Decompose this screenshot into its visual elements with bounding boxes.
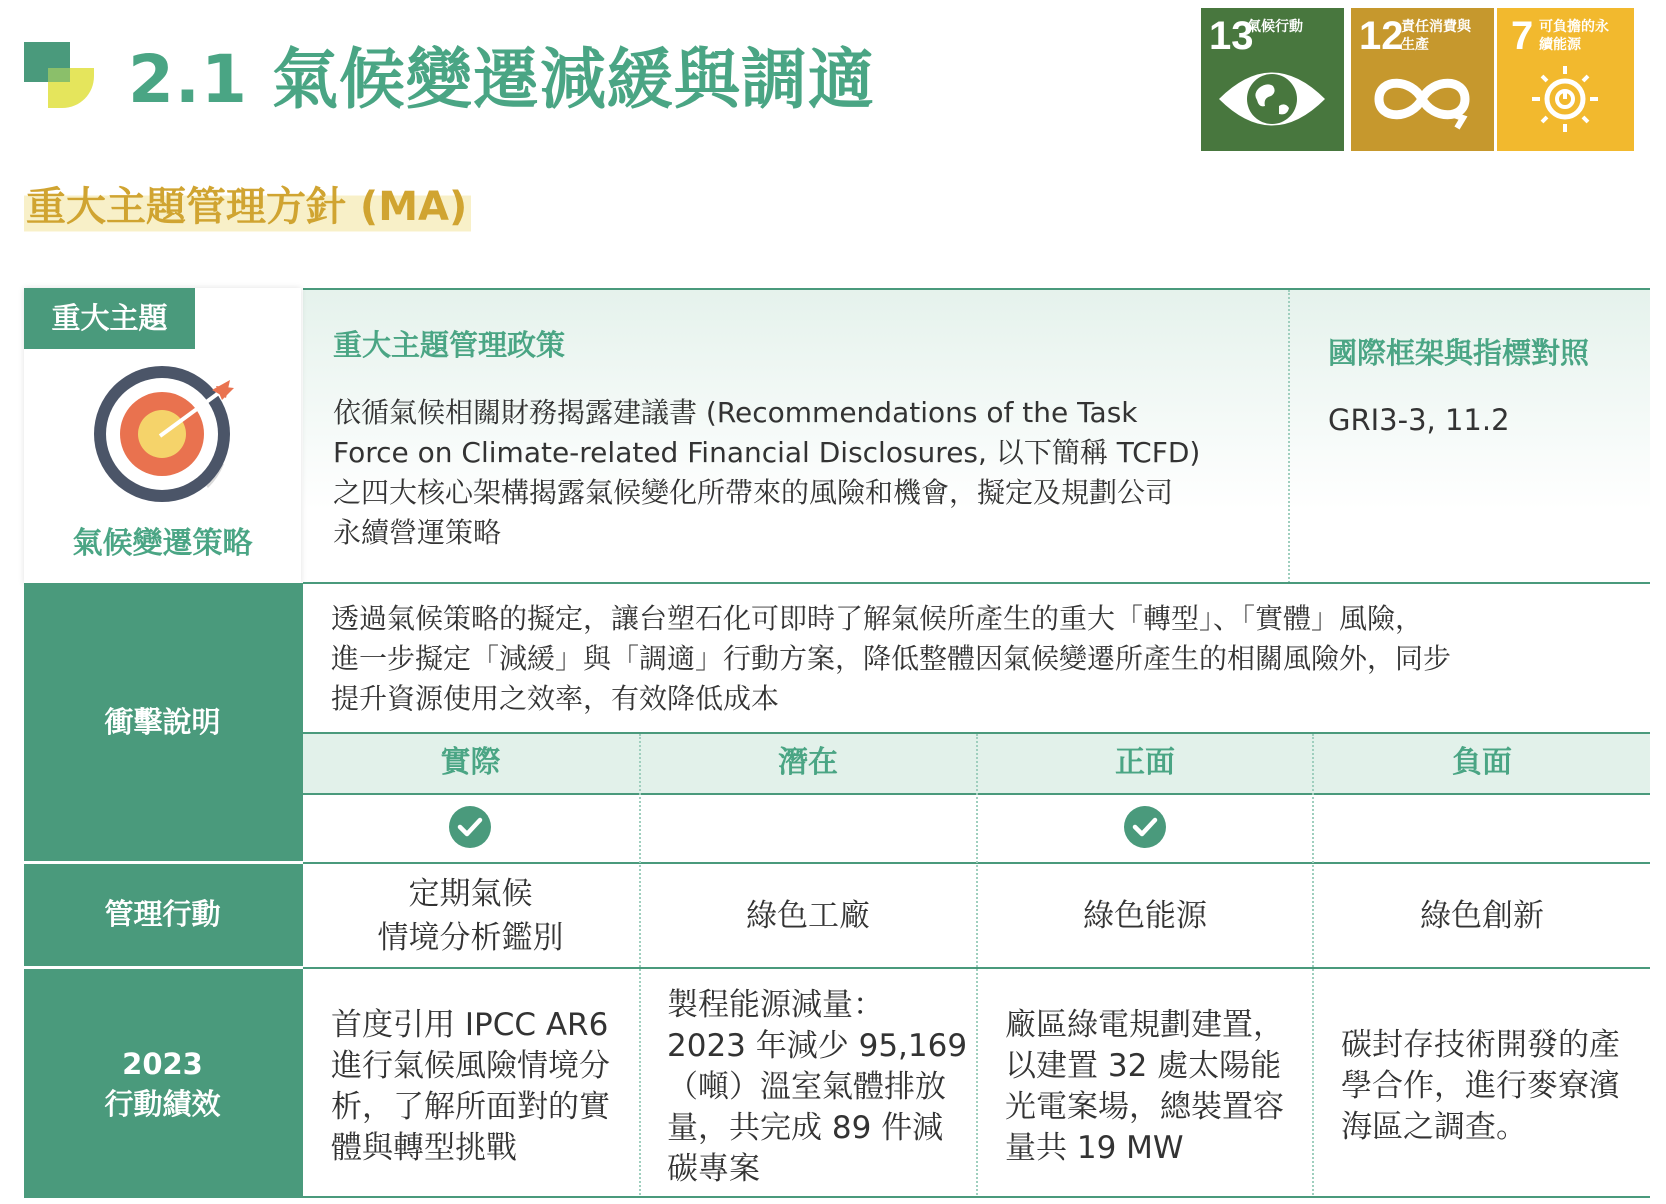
sdg-13-badge bbox=[1201, 8, 1344, 151]
row-separator bbox=[24, 966, 303, 969]
performance-line: 2023 年減少 95,169 bbox=[667, 1028, 968, 1064]
impact-label: 衝擊說明 bbox=[104, 705, 221, 739]
performance-item bbox=[1341, 1025, 1620, 1148]
performance-line: 進行氣候風險情境分 bbox=[331, 1048, 610, 1084]
col-head-potential: 潛在 bbox=[778, 745, 838, 780]
action-item bbox=[640, 894, 976, 938]
performance-line: 學合作，進行麥寮濱 bbox=[1341, 1068, 1620, 1104]
performance-line: 以建置 32 處太陽能 bbox=[1005, 1048, 1282, 1084]
sdg-label: 可負擔的永續能源 bbox=[1539, 19, 1609, 53]
action-line: 綠色創新 bbox=[1420, 898, 1544, 934]
policy-heading: 重大主題管理政策 bbox=[333, 328, 566, 362]
policy-text-line: 依循氣候相關財務揭露建議書 (Recommendations of the Task bbox=[333, 396, 1138, 429]
performance-line: 光電案場，總裝置容 bbox=[1005, 1089, 1284, 1125]
action-line: 定期氣候 bbox=[408, 876, 533, 912]
framework-heading: 國際框架與指標對照 bbox=[1328, 336, 1590, 370]
col-head-negative: 負面 bbox=[1452, 745, 1512, 780]
checkmark-icon bbox=[449, 806, 491, 848]
col-head-actual: 實際 bbox=[440, 745, 501, 780]
impact-text-line: 透過氣候策略的擬定，讓台塑石化可即時了解氣候所產生的重大「轉型」、「實體」風險， bbox=[331, 602, 1424, 635]
performance-item bbox=[667, 985, 967, 1190]
column-divider bbox=[639, 734, 641, 1198]
policy-text-line: 之四大核心架構揭露氣候變化所帶來的風險和機會，擬定及規劃公司 bbox=[333, 476, 1174, 509]
sdg-label: 責任消費與生產 bbox=[1401, 19, 1471, 53]
sdg-7-badge bbox=[1497, 8, 1634, 151]
row-border bbox=[303, 967, 1650, 969]
page-title: 2.1 氣候變遷減緩與調適 bbox=[128, 41, 875, 118]
topic-name: 氣候變遷策略 bbox=[72, 526, 253, 561]
section-logo-icon bbox=[24, 42, 100, 112]
target-icon bbox=[90, 362, 242, 510]
action-line: 綠色能源 bbox=[1083, 898, 1207, 934]
checkmark-icon bbox=[1124, 806, 1166, 848]
sdg-number: 13 bbox=[1209, 14, 1254, 58]
performance-line: 析，了解所面對的實 bbox=[331, 1089, 610, 1125]
table-top-border bbox=[303, 288, 1650, 290]
eye-earth-icon bbox=[1201, 54, 1344, 144]
action-item bbox=[978, 894, 1312, 938]
sdg-label: 氣候行動 bbox=[1247, 19, 1303, 35]
row-separator bbox=[24, 861, 303, 864]
performance-item bbox=[331, 1005, 610, 1169]
performance-line: 廠區綠電規劃建置， bbox=[1005, 1007, 1284, 1043]
performance-label-year: 2023 bbox=[122, 1047, 203, 1081]
column-divider bbox=[976, 734, 978, 1198]
sdg-number: 7 bbox=[1511, 14, 1534, 58]
column-divider bbox=[1288, 290, 1290, 583]
performance-line: 量共 19 MW bbox=[1005, 1130, 1184, 1166]
policy-text-line: 永續營運策略 bbox=[333, 516, 502, 549]
performance-line: 量，共完成 89 件減 bbox=[667, 1110, 944, 1146]
action-line: 綠色工廠 bbox=[746, 898, 870, 934]
action-item bbox=[303, 872, 638, 960]
table-bottom-border bbox=[303, 1196, 1650, 1198]
performance-line: 製程能源減量： bbox=[667, 987, 884, 1023]
performance-line: 碳專案 bbox=[667, 1151, 760, 1187]
action-item bbox=[1314, 894, 1650, 938]
performance-line: 碳封存技術開發的產 bbox=[1341, 1027, 1620, 1063]
section-subtitle: 重大主題管理方針 (MA) bbox=[24, 178, 471, 236]
policy-text-line: Force on Climate-related Financial Disclosures, 以下簡稱 TCFD) bbox=[333, 436, 1201, 469]
topic-tag: 重大主題 bbox=[24, 288, 195, 349]
performance-item bbox=[1005, 1005, 1284, 1169]
row-border bbox=[303, 582, 1650, 584]
performance-line: 海區之調查。 bbox=[1341, 1109, 1527, 1145]
action-line: 情境分析鑑別 bbox=[377, 920, 564, 956]
column-divider bbox=[1312, 734, 1314, 1198]
sdg-number: 12 bbox=[1359, 14, 1404, 58]
sun-power-icon bbox=[1497, 54, 1634, 144]
sdg-12-badge bbox=[1351, 8, 1494, 151]
performance-label-text: 行動績效 bbox=[104, 1087, 221, 1121]
framework-value: GRI3-3, 11.2 bbox=[1328, 403, 1510, 437]
impact-text-line: 進一步擬定「減緩」與「調適」行動方案，降低整體因氣候變遷所產生的相關風險外，同步 bbox=[331, 642, 1452, 675]
infinity-icon bbox=[1351, 54, 1494, 144]
performance-line: 首度引用 IPCC AR6 bbox=[331, 1007, 609, 1043]
col-head-positive: 正面 bbox=[1115, 745, 1175, 780]
performance-line: （噸）溫室氣體排放 bbox=[667, 1069, 946, 1105]
actions-label: 管理行動 bbox=[104, 897, 221, 931]
performance-line: 體與轉型挑戰 bbox=[331, 1130, 517, 1166]
impact-text-line: 提升資源使用之效率，有效降低成本 bbox=[331, 682, 780, 715]
